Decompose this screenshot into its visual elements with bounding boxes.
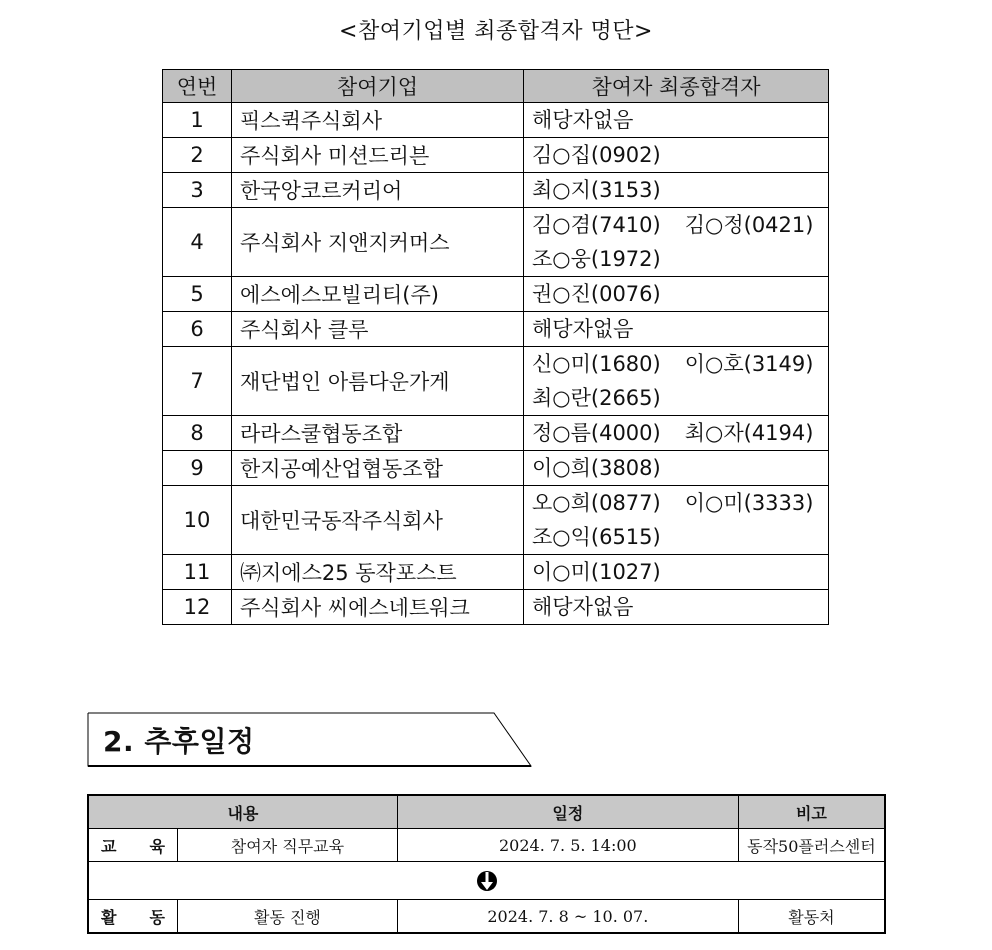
category-char-1: 교 <box>101 836 117 856</box>
participant-line <box>532 555 820 589</box>
participant-name: 조○웅(1972) <box>532 247 661 271</box>
date-cell: 2024. 7. 8 ~ 10. 07. <box>397 900 738 934</box>
participant-name: 해당자없음 <box>532 108 634 132</box>
note-cell: 활동처 <box>738 900 885 934</box>
company-name: 주식회사 클루 <box>232 312 524 347</box>
table-row <box>163 451 829 486</box>
arrow-cell <box>88 862 885 900</box>
participant-name: 조○익(6515) <box>532 525 661 549</box>
content-cell: 참여자 직무교육 <box>178 829 398 862</box>
participant-line <box>532 208 820 242</box>
participants-cell <box>524 277 829 312</box>
participant-name: 김○집(0902) <box>532 143 661 167</box>
row-number: 10 <box>163 486 232 555</box>
table-row <box>163 347 829 416</box>
row-number: 11 <box>163 555 232 590</box>
participant-line <box>532 138 820 172</box>
participant-line <box>532 486 820 520</box>
content-cell: 활동 진행 <box>178 900 398 934</box>
table-row <box>163 312 829 347</box>
participant-line <box>532 451 820 485</box>
company-name: 주식회사 미션드리븐 <box>232 138 524 173</box>
participant-line <box>532 173 820 207</box>
roster-table <box>162 69 829 625</box>
schedule-row <box>88 829 885 862</box>
header-participants: 참여자 최종합격자 <box>524 70 829 103</box>
section-header <box>87 711 531 766</box>
participants-cell <box>524 416 829 451</box>
row-number: 9 <box>163 451 232 486</box>
schedule-row <box>88 900 885 934</box>
table-row <box>163 138 829 173</box>
participants-cell <box>524 103 829 138</box>
table-row <box>163 173 829 208</box>
header-date: 일정 <box>397 795 738 829</box>
participant-name: 김○겸(7410) <box>532 213 661 237</box>
schedule-table <box>87 794 886 934</box>
table-row <box>163 103 829 138</box>
row-number: 1 <box>163 103 232 138</box>
row-number: 4 <box>163 208 232 277</box>
company-name: 에스에스모빌리티(주) <box>232 277 524 312</box>
participants-cell <box>524 451 829 486</box>
circle-down-arrow-icon <box>476 870 498 892</box>
table-row <box>163 590 829 625</box>
participant-name: 최○지(3153) <box>532 178 661 202</box>
row-number: 7 <box>163 347 232 416</box>
participant-name: 신○미(1680) <box>532 352 661 376</box>
company-name: 한국앙코르커리어 <box>232 173 524 208</box>
participant-name: 이○미(1027) <box>532 560 661 584</box>
participant-name: 이○미(3333) <box>684 491 814 515</box>
company-name: 주식회사 지앤지커머스 <box>232 208 524 277</box>
participant-name: 권○진(0076) <box>532 282 661 306</box>
company-name: 라라스쿨협동조합 <box>232 416 524 451</box>
participant-line <box>532 590 820 624</box>
category-cell <box>88 829 178 862</box>
participants-cell <box>524 138 829 173</box>
arrow-row <box>88 862 885 900</box>
row-number: 5 <box>163 277 232 312</box>
participant-line <box>532 416 820 450</box>
participant-name: 오○희(0877) <box>532 491 661 515</box>
company-name: ㈜지에스25 동작포스트 <box>232 555 524 590</box>
company-name: 픽스퀵주식회사 <box>232 103 524 138</box>
participant-name: 이○희(3808) <box>532 456 661 480</box>
row-number: 3 <box>163 173 232 208</box>
participant-name: 해당자없음 <box>532 595 634 619</box>
row-number: 2 <box>163 138 232 173</box>
table-row <box>163 486 829 555</box>
participants-cell <box>524 590 829 625</box>
participant-line <box>532 242 820 276</box>
category-char-1: 활 <box>101 907 117 927</box>
table-row <box>163 277 829 312</box>
participant-name: 최○란(2665) <box>532 386 661 410</box>
company-name: 재단법인 아름다운가게 <box>232 347 524 416</box>
header-note: 비고 <box>738 795 885 829</box>
category-char-2: 동 <box>149 907 165 927</box>
document-title: <참여기업별 최종합격자 명단> <box>339 19 653 44</box>
category-char-2: 육 <box>149 836 165 856</box>
participants-cell <box>524 312 829 347</box>
company-name: 주식회사 씨에스네트워크 <box>232 590 524 625</box>
participants-cell <box>524 486 829 555</box>
roster-body <box>163 103 829 625</box>
header-no: 연번 <box>163 70 232 103</box>
row-number: 6 <box>163 312 232 347</box>
schedule-header-row <box>88 795 885 829</box>
section-title: 2. 추후일정 <box>103 725 255 758</box>
row-number: 8 <box>163 416 232 451</box>
participant-name: 최○자(4194) <box>684 421 814 445</box>
participant-line <box>532 520 820 554</box>
note-cell: 동작50플러스센터 <box>738 829 885 862</box>
date-cell: 2024. 7. 5. 14:00 <box>397 829 738 862</box>
header-content: 내용 <box>88 795 397 829</box>
participant-line <box>532 347 820 381</box>
row-number: 12 <box>163 590 232 625</box>
participant-line <box>532 277 820 311</box>
company-name: 한지공예산업협동조합 <box>232 451 524 486</box>
table-row <box>163 416 829 451</box>
table-row <box>163 555 829 590</box>
participants-cell <box>524 208 829 277</box>
company-name: 대한민국동작주식회사 <box>232 486 524 555</box>
participants-cell <box>524 347 829 416</box>
participants-cell <box>524 173 829 208</box>
participant-name: 해당자없음 <box>532 317 634 341</box>
participant-name: 정○름(4000) <box>532 421 661 445</box>
participants-cell <box>524 555 829 590</box>
table-row <box>163 208 829 277</box>
header-company: 참여기업 <box>232 70 524 103</box>
roster-header-row <box>163 70 829 103</box>
participant-line <box>532 103 820 137</box>
participant-line <box>532 312 820 346</box>
participant-name: 김○정(0421) <box>684 213 814 237</box>
participant-line <box>532 381 820 415</box>
category-cell <box>88 900 178 934</box>
participant-name: 이○호(3149) <box>684 352 814 376</box>
